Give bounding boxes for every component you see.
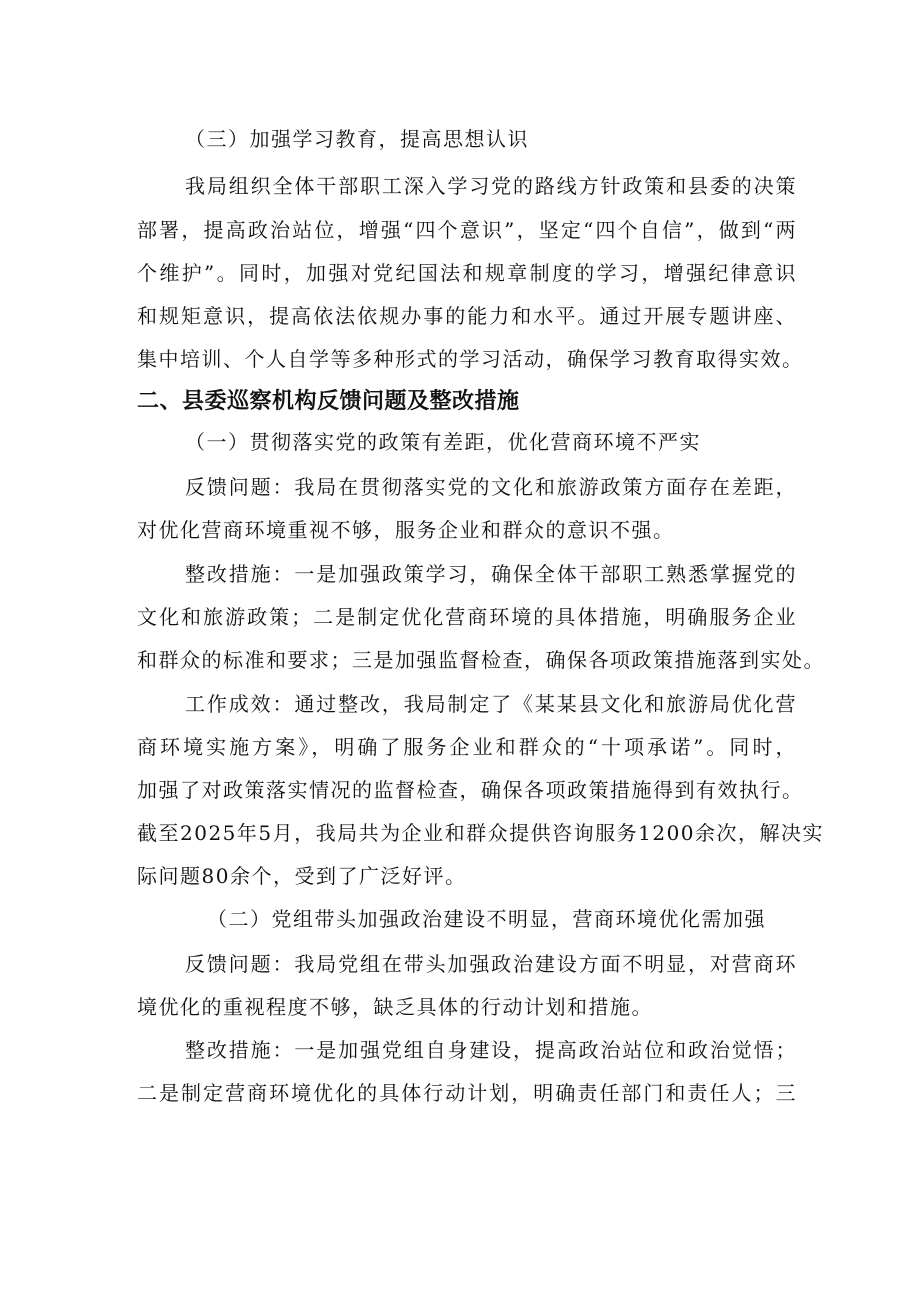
measures-2-line-2: 二是制定营商环境优化的具体行动计划，明确责任部门和责任人；三 [137, 1081, 797, 1105]
results-1-line-3: 加强了对政策落实情况的监督检查，确保各项政策措施得到有效执行。 [137, 778, 804, 802]
results-1-line-5: 际问题80余个，受到了广泛好评。 [137, 864, 467, 888]
results-1-line-4: 截至2025年5月，我局共为企业和群众提供咨询服务1200余次，解决实 [137, 821, 825, 845]
measures-1-line-3: 和群众的标准和要求；三是加强监督检查，确保各项政策措施落到实处。 [137, 648, 825, 672]
subheading-2-2: （二）党组带头加强政治建设不明显，营商环境优化需加强 [207, 907, 766, 931]
feedback-1-line-1: 反馈问题：我局在贯彻落实党的文化和旅游政策方面存在差距， [185, 475, 797, 499]
para-3-line-1: 我局组织全体干部职工深入学习党的路线方针政策和县委的决策 [185, 174, 797, 198]
para-3-line-4: 和规矩意识，提高依法依规办事的能力和水平。通过开展专题讲座、 [137, 304, 797, 328]
para-3-line-5: 集中培训、个人自学等多种形式的学习活动，确保学习教育取得实效。 [137, 347, 804, 371]
para-3-line-2: 部署，提高政治站位，增强“四个意识”，坚定“四个自信”，做到“两 [137, 218, 797, 242]
measures-1-line-2: 文化和旅游政策；二是制定优化营商环境的具体措施，明确服务企业 [137, 605, 797, 629]
measures-1-line-1: 整改措施：一是加强政策学习，确保全体干部职工熟悉掌握党的 [185, 562, 797, 586]
results-1-line-1: 工作成效：通过整改，我局制定了《某某县文化和旅游局优化营 [185, 692, 797, 716]
feedback-2-line-1: 反馈问题：我局党组在带头加强政治建设方面不明显，对营商环 [185, 952, 797, 976]
results-1-line-2: 商环境实施方案》，明确了服务企业和群众的“十项承诺”。同时， [137, 735, 797, 759]
feedback-1-line-2: 对优化营商环境重视不够，服务企业和群众的意识不强。 [137, 518, 675, 542]
section-2-heading: 二、县委巡察机构反馈问题及整改措施 [137, 389, 520, 414]
para-3-line-3: 个维护”。同时，加强对党纪国法和规章制度的学习，增强纪律意识 [137, 261, 797, 285]
subheading-3: （三）加强学习教育，提高思想认识 [185, 127, 529, 151]
subheading-2-1: （一）贯彻落实党的政策有差距，优化营商环境不严实 [185, 430, 701, 454]
feedback-2-line-2: 境优化的重视程度不够，缺乏具体的行动计划和措施。 [137, 995, 653, 1019]
measures-2-line-1: 整改措施：一是加强党组自身建设，提高政治站位和政治觉悟； [185, 1038, 797, 1062]
